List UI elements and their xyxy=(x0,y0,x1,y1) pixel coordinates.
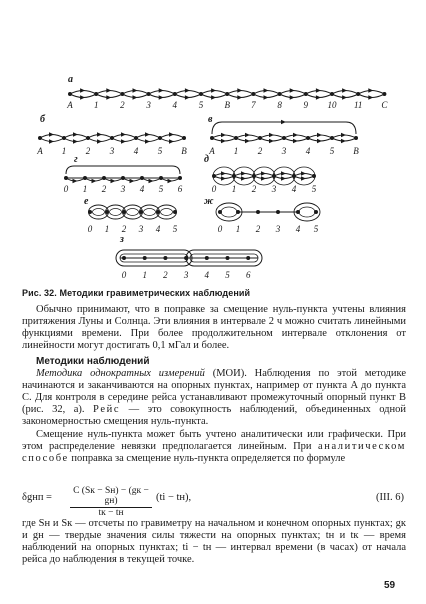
panel-d-loop-2 xyxy=(253,167,275,185)
panel-g-point-0 xyxy=(64,176,68,180)
panel-a-up-11-arrow xyxy=(368,88,373,92)
panel-d-point-3 xyxy=(272,174,276,178)
panel-v-label-3: 3 xyxy=(281,146,287,156)
panel-zh-point-3 xyxy=(276,210,280,214)
panel-b-point-5 xyxy=(158,136,162,140)
panel-a-label-8: 8 xyxy=(277,100,282,110)
panel-a-point-5 xyxy=(199,92,203,96)
panel-zh-point-4 xyxy=(296,210,300,214)
panel-a-point-10 xyxy=(330,92,334,96)
panel-d-point-2 xyxy=(252,174,256,178)
panel-b-up-3-arrow xyxy=(121,132,126,136)
panel-v-letter: в xyxy=(208,114,213,125)
formula-denominator: tк − tн xyxy=(98,508,124,518)
panel-e-inner-loop-0 xyxy=(93,209,105,216)
panel-a-up-9-arrow xyxy=(316,88,321,92)
panel-a-label-4: 4 xyxy=(172,100,178,110)
panel-g-down-2-arrow xyxy=(111,179,116,183)
panel-d-down-0-arrow xyxy=(221,176,226,180)
panel-v-down-0-arrow xyxy=(221,139,226,143)
panel-e-label-5: 5 xyxy=(172,224,178,234)
paragraph-4: где Sн и Sк — отсчеты по гравиметру на начальном и конечном опорных пунктах; gк и gн — твердые значения силы тяжести на опорных пунктах; tн и tк — время наблюдений на опорных пунктах; ti − tн — интервал времени (в часах) от начала рейса до наблюдения в текущей точке. xyxy=(22,518,406,566)
panel-a-down-4-arrow xyxy=(185,95,190,99)
panel-e-diagram xyxy=(84,196,178,234)
paragraph-4-block xyxy=(22,518,406,566)
panel-d-down-2-arrow xyxy=(261,176,266,180)
observation-methods-figure xyxy=(0,0,426,286)
panel-b-label-5: 5 xyxy=(157,146,163,156)
panel-d-loop-1 xyxy=(233,167,255,185)
panel-a-down-11-arrow xyxy=(368,95,373,99)
panel-e-point-0 xyxy=(88,210,92,214)
panel-b-diagram xyxy=(36,114,187,156)
method-name: Методика однократных измерений xyxy=(36,368,205,380)
panel-d-loop-0 xyxy=(213,167,235,185)
panel-d-label-1: 1 xyxy=(231,184,237,194)
panel-g-label-0: 0 xyxy=(63,184,69,194)
panel-v-label-5: 5 xyxy=(329,146,335,156)
panel-g-label-6: 6 xyxy=(177,184,183,194)
panel-zh-letter: ж xyxy=(204,196,214,207)
panel-b-down-2-arrow xyxy=(97,139,102,143)
panel-g-return-loop xyxy=(66,166,180,174)
panel-e-label-0: 0 xyxy=(87,224,93,234)
panel-v-point-1 xyxy=(234,136,238,140)
panel-v-down-3-arrow xyxy=(293,139,298,143)
panel-zh-point-5 xyxy=(314,210,318,214)
panel-d-down-3-arrow xyxy=(281,176,286,180)
panel-d-label-2: 2 xyxy=(251,184,257,194)
panel-d-label-0: 0 xyxy=(211,184,217,194)
panel-e-point-1 xyxy=(105,210,109,214)
panel-z-label-5: 5 xyxy=(225,270,230,280)
panel-a-up-8-arrow xyxy=(290,88,295,92)
panel-a-down-9-arrow xyxy=(316,95,321,99)
panel-b-label-2: 2 xyxy=(85,146,91,156)
panel-g-down-1-arrow xyxy=(92,179,97,183)
panel-e-point-2 xyxy=(122,210,126,214)
section-heading: Методики наблюдений xyxy=(36,356,150,367)
panel-v-up-3-arrow xyxy=(293,133,298,137)
caption-number: Рис. 32. xyxy=(22,288,57,298)
panel-b-label-3: 3 xyxy=(109,146,115,156)
panel-v-down-2-arrow xyxy=(269,139,274,143)
panel-z-point-1 xyxy=(143,256,147,260)
panel-b-point-6 xyxy=(182,136,186,140)
panel-z-label-6: 6 xyxy=(245,270,251,280)
panel-z-label-3: 3 xyxy=(183,270,189,280)
panel-z-point-6 xyxy=(246,256,250,260)
panel-e-inner-loop-4 xyxy=(161,209,173,216)
panel-b-label-4: 4 xyxy=(133,146,139,156)
panel-a-down-5-arrow xyxy=(211,95,216,99)
panel-a-up-1-arrow xyxy=(106,88,111,92)
figure-caption xyxy=(22,288,250,298)
panel-a-point-0 xyxy=(68,92,72,96)
panel-a-label-12: C xyxy=(381,100,388,110)
panel-g-label-4: 4 xyxy=(139,184,145,194)
panel-a-point-12 xyxy=(382,92,386,96)
panel-a-label-10: 10 xyxy=(327,100,337,110)
panel-g-down-5-arrow xyxy=(168,179,173,183)
panel-a-label-2: 2 xyxy=(120,100,125,110)
page-number: 59 xyxy=(384,580,396,591)
panel-z-letter: з xyxy=(120,234,124,245)
panel-b-letter: б xyxy=(40,114,45,125)
panel-b-down-1-arrow xyxy=(73,139,78,143)
panel-e-letter: е xyxy=(84,196,89,207)
panel-a-label-0: A xyxy=(67,100,73,110)
panel-z-point-5 xyxy=(226,256,230,260)
panel-z-point-3 xyxy=(184,256,188,260)
panel-a-point-6 xyxy=(225,92,229,96)
panel-z-point-2 xyxy=(163,256,167,260)
panel-b-up-4-arrow xyxy=(145,132,150,136)
panel-a-up-7-arrow xyxy=(264,88,269,92)
panel-g-label-5: 5 xyxy=(158,184,164,194)
panel-g-label-2: 2 xyxy=(101,184,107,194)
panel-zh-label-3: 3 xyxy=(275,224,281,234)
panel-g-point-6 xyxy=(178,176,182,180)
panel-b-label-6: B xyxy=(181,146,187,156)
panel-z-label-2: 2 xyxy=(163,270,168,280)
panel-e-point-5 xyxy=(173,210,177,214)
panel-v-label-0: A xyxy=(209,146,215,156)
panel-b-point-4 xyxy=(134,136,138,140)
panel-b-down-5-arrow xyxy=(169,139,174,143)
panel-a-point-2 xyxy=(120,92,124,96)
panel-d-loop-3 xyxy=(273,167,295,185)
panel-z-label-1: 1 xyxy=(142,270,147,280)
panel-d-down-1-arrow xyxy=(241,176,246,180)
panel-a-label-6: B xyxy=(224,100,230,110)
panel-a-down-8-arrow xyxy=(290,95,295,99)
panel-zh-label-2: 2 xyxy=(255,224,261,234)
panel-zh-label-0: 0 xyxy=(217,224,223,234)
panel-e-inner-loop-1 xyxy=(110,209,122,216)
panel-g-point-3 xyxy=(121,176,125,180)
panel-d-down-4-arrow xyxy=(301,176,306,180)
panel-a-label-11: 11 xyxy=(354,100,363,110)
panel-g-down-4-arrow xyxy=(149,179,154,183)
formula-numerator: C (Sк − Sн) − (gк − gн) xyxy=(70,486,152,508)
panel-b-down-4-arrow xyxy=(145,139,150,143)
panel-a-down-1-arrow xyxy=(106,95,111,99)
panel-d-up-4-arrow xyxy=(301,171,306,175)
panel-v-down-1-arrow xyxy=(245,139,250,143)
formula-lhs: δgнп = xyxy=(22,492,52,503)
panel-e-label-3: 3 xyxy=(138,224,144,234)
panel-v-return-arrow xyxy=(281,120,286,124)
panel-v-label-4: 4 xyxy=(305,146,311,156)
panel-b-point-0 xyxy=(38,136,42,140)
panel-zh-label-5: 5 xyxy=(313,224,319,234)
panel-b-label-0: A xyxy=(37,146,43,156)
panel-zh-diagram xyxy=(204,196,320,234)
panel-v-up-1-arrow xyxy=(245,133,250,137)
panel-v-point-3 xyxy=(282,136,286,140)
panel-v-down-4-arrow xyxy=(317,139,322,143)
panel-v-up-4-arrow xyxy=(317,133,322,137)
panel-a-point-11 xyxy=(356,92,360,96)
panel-a-point-8 xyxy=(278,92,282,96)
panel-a-down-7-arrow xyxy=(264,95,269,99)
panel-a-label-7: 7 xyxy=(251,100,256,110)
panel-g-point-4 xyxy=(140,176,144,180)
panel-g-label-1: 1 xyxy=(82,184,88,194)
panel-a-label-9: 9 xyxy=(303,100,309,110)
panel-zh-left-inner-loop xyxy=(221,207,237,217)
panel-zh-label-4: 4 xyxy=(295,224,301,234)
panel-g-point-1 xyxy=(83,176,87,180)
panel-a-letter: а xyxy=(68,74,73,85)
paragraph-2: Методика однократных измерений (МОИ). Наблюдения по этой методике начинаются и заканчиваются на опорных пунктах, например от пункта A до пункта C. Для контроля в середине рейса устанавливают промежуточный опорный пункт B (рис. 32, а). Рейс — это совокупность наблюдений, объединенных одной закономерностью смещения нуль-пункта. xyxy=(22,368,407,428)
panel-a-up-10-arrow xyxy=(342,88,347,92)
panel-d-point-1 xyxy=(232,174,236,178)
panel-a-down-0-arrow xyxy=(80,95,85,99)
paragraph-1-block xyxy=(22,304,406,352)
panel-d-label-5: 5 xyxy=(311,184,317,194)
panel-a-point-4 xyxy=(173,92,177,96)
panel-e-label-2: 2 xyxy=(121,224,127,234)
panel-g-down-0-arrow xyxy=(73,179,78,183)
equation-number: (III. 6) xyxy=(376,492,404,503)
panel-v-label-6: B xyxy=(353,146,359,156)
panel-v-point-2 xyxy=(258,136,262,140)
panel-a-point-7 xyxy=(251,92,255,96)
panel-a-up-4-arrow xyxy=(185,88,190,92)
panel-v-point-6 xyxy=(354,136,358,140)
panel-d-point-0 xyxy=(212,174,216,178)
panel-d-diagram xyxy=(204,154,317,194)
panel-b-label-1: 1 xyxy=(61,146,67,156)
panel-v-point-4 xyxy=(306,136,310,140)
methods-block xyxy=(22,356,406,465)
panel-g-point-2 xyxy=(102,176,106,180)
panel-v-point-5 xyxy=(330,136,334,140)
panel-a-point-3 xyxy=(147,92,151,96)
panel-a-label-1: 1 xyxy=(93,100,99,110)
panel-z-label-0: 0 xyxy=(121,270,127,280)
panel-zh-point-1 xyxy=(236,210,240,214)
panel-g-letter: г xyxy=(74,154,78,165)
term-analytic: аналитическом способе xyxy=(22,440,406,464)
caption-text: Методики гравиметрических наблюдений xyxy=(59,288,251,298)
panel-d-point-4 xyxy=(292,174,296,178)
panel-d-point-5 xyxy=(312,174,316,178)
formula-III-6 xyxy=(22,486,406,518)
panel-d-loop-4 xyxy=(293,167,315,185)
formula-tail: (ti − tн), xyxy=(156,492,192,503)
panel-a-point-9 xyxy=(304,92,308,96)
panel-d-up-0-arrow xyxy=(221,171,226,175)
panel-e-point-3 xyxy=(139,210,143,214)
panel-d-letter: д xyxy=(204,154,209,165)
panel-a-up-6-arrow xyxy=(237,88,242,92)
panel-v-return-loop xyxy=(212,122,356,134)
panel-a-down-10-arrow xyxy=(342,95,347,99)
panel-v-down-5-arrow xyxy=(341,139,346,143)
panel-d-label-4: 4 xyxy=(291,184,297,194)
panel-b-up-2-arrow xyxy=(97,132,102,136)
panel-b-point-2 xyxy=(86,136,90,140)
panel-v-diagram xyxy=(208,114,359,156)
panel-a-down-3-arrow xyxy=(159,95,164,99)
panel-b-down-3-arrow xyxy=(121,139,126,143)
panel-a-up-3-arrow xyxy=(159,88,164,92)
formula-fraction xyxy=(70,486,152,518)
panel-a-up-0-arrow xyxy=(80,88,85,92)
panel-d-up-2-arrow xyxy=(261,171,266,175)
panel-g-point-5 xyxy=(159,176,163,180)
panel-b-point-1 xyxy=(62,136,66,140)
panel-a-label-5: 5 xyxy=(198,100,204,110)
panel-b-up-5-arrow xyxy=(169,132,174,136)
panel-zh-right-inner-loop xyxy=(299,207,315,217)
paragraph-3: Смещение нуль-пункта может быть учтено аналитически или графически. При этом распределение невязки предполагается линейным. При аналитическом способе поправка за смещение нуль-пункта определяется по формуле xyxy=(22,428,406,464)
term-reys: Рейс xyxy=(93,404,121,416)
panel-v-up-2-arrow xyxy=(269,133,274,137)
panel-v-up-0-arrow xyxy=(221,133,226,137)
panel-z-point-0 xyxy=(122,256,126,260)
panel-b-up-1-arrow xyxy=(73,132,78,136)
panel-zh-label-1: 1 xyxy=(235,224,241,234)
panel-g-label-3: 3 xyxy=(120,184,126,194)
panel-d-up-3-arrow xyxy=(281,171,286,175)
panel-e-label-1: 1 xyxy=(104,224,110,234)
panel-a-diagram xyxy=(66,74,388,110)
panel-e-point-4 xyxy=(156,210,160,214)
panel-v-up-5-arrow xyxy=(341,133,346,137)
panel-z-diagram xyxy=(116,234,262,280)
panel-e-label-4: 4 xyxy=(155,224,161,234)
panel-z-point-4 xyxy=(205,256,209,260)
panel-e-inner-loop-3 xyxy=(144,209,156,216)
panel-zh-point-2 xyxy=(256,210,260,214)
panel-a-point-1 xyxy=(94,92,98,96)
panel-a-label-3: 3 xyxy=(146,100,151,110)
panel-a-down-2-arrow xyxy=(133,95,138,99)
panel-v-point-0 xyxy=(210,136,214,140)
panel-b-up-0-arrow xyxy=(49,132,54,136)
panel-a-up-5-arrow xyxy=(211,88,216,92)
panel-v-label-2: 2 xyxy=(257,146,263,156)
panel-g-diagram xyxy=(64,154,183,194)
panel-d-up-1-arrow xyxy=(241,171,246,175)
paragraph-1: Обычно принимают, что в поправке за смещение нуль-пункта учтены влияния притяжения Луны и Солнца. Эти влияния в интервале 2 ч можно считать линейными функциями времени. При более продолжительном интервале отклонения от линейности могут достигать 0,1 мГал и более. xyxy=(22,304,406,352)
panel-b-down-0-arrow xyxy=(49,139,54,143)
panel-g-down-3-arrow xyxy=(130,179,135,183)
panel-a-up-2-arrow xyxy=(133,88,138,92)
panel-v-label-1: 1 xyxy=(233,146,239,156)
panel-a-down-6-arrow xyxy=(237,95,242,99)
panel-b-point-3 xyxy=(110,136,114,140)
panel-z-label-4: 4 xyxy=(204,270,210,280)
panel-d-label-3: 3 xyxy=(271,184,277,194)
panel-zh-point-0 xyxy=(218,210,222,214)
panel-e-inner-loop-2 xyxy=(127,209,139,216)
